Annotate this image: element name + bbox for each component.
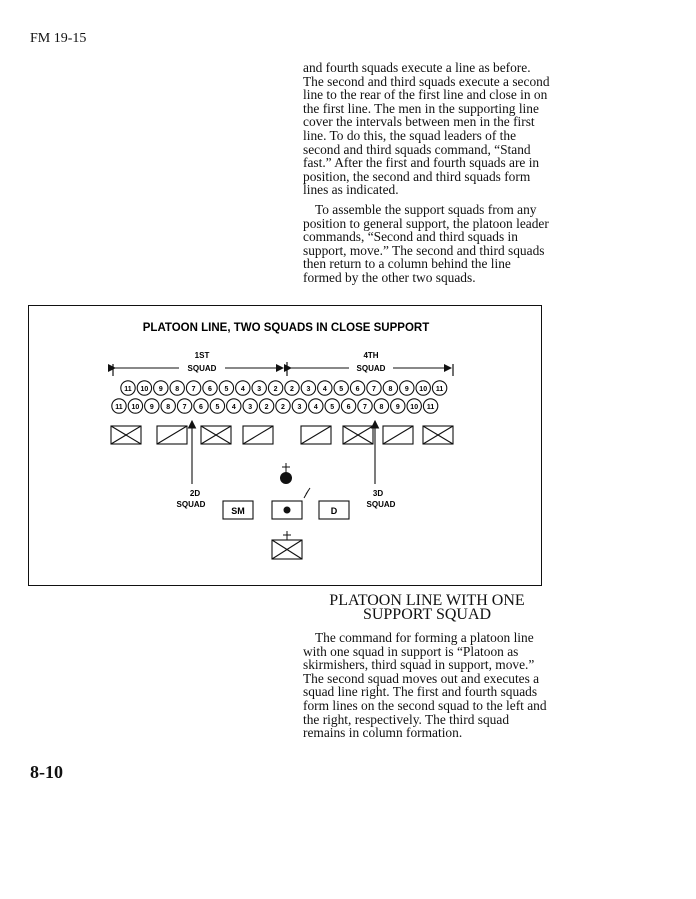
soldier-number: 9: [404, 385, 409, 393]
soldier-number: 5: [224, 385, 229, 393]
soldier-number: 3: [297, 403, 302, 411]
label-3d: 3D: [372, 489, 384, 498]
soldier-number: 2: [290, 385, 294, 393]
running-header: FM 19-15: [30, 31, 87, 46]
radio-icon: [304, 488, 310, 498]
label-4th-squad: SQUAD: [356, 364, 386, 373]
soldier-number: 4: [313, 403, 318, 411]
soldier-number: 5: [215, 403, 220, 411]
soldier-number: 3: [248, 403, 253, 411]
soldier-number: 4: [240, 385, 245, 393]
label-1st: 1ST: [194, 351, 210, 360]
text-block-bottom: [303, 631, 551, 740]
box-d: D: [330, 506, 338, 516]
soldier-number: 6: [355, 385, 360, 393]
soldier-number: 7: [182, 403, 187, 411]
soldier-number: 8: [166, 403, 171, 411]
soldier-number: 6: [208, 385, 212, 393]
soldier-number: 10: [419, 385, 428, 393]
text-block-middle: [303, 203, 551, 285]
soldier-number: 5: [330, 403, 335, 411]
text-block-top: [303, 61, 551, 197]
paragraph: and fourth squads execute a line as before. The second and third squads execute a second line to the rear of the first line and close in on the first line. The men in the supporting line cover the intervals between men in the first line. To do this, the squad leaders of the second and third squads command, “Stand fast.” After the first and fourth squads are in position, the second and third squads form lines as indicated.: [303, 60, 550, 198]
soldier-number: 4: [322, 385, 327, 393]
soldier-number: 4: [231, 403, 236, 411]
soldier-number: 11: [435, 385, 444, 393]
soldier-number: 6: [199, 403, 203, 411]
section-heading: [303, 594, 551, 622]
platoon-leader-symbol: [280, 463, 292, 484]
leader-boxes: [223, 488, 349, 519]
soldier-number: 10: [131, 403, 140, 411]
soldier-number: 7: [191, 385, 196, 393]
section-heading-line1: PLATOON LINE WITH ONE: [329, 592, 525, 609]
label-3d-squad: SQUAD: [366, 500, 396, 509]
soldier-number: 10: [410, 403, 419, 411]
label-4th: 4TH: [363, 351, 379, 360]
soldier-number: 11: [426, 403, 435, 411]
soldier-number: 8: [388, 385, 393, 393]
soldier-number: 9: [158, 385, 163, 393]
soldier-number: 8: [175, 385, 180, 393]
label-2d: 2D: [189, 489, 201, 498]
soldier-number: 2: [264, 403, 269, 411]
formation-diagram: [29, 306, 543, 587]
soldier-number: 11: [115, 403, 123, 411]
soldier-number: 9: [395, 403, 400, 411]
figure-title: PLATOON LINE, TWO SQUADS IN CLOSE SUPPORT: [142, 322, 430, 334]
soldier-number: 7: [363, 403, 367, 411]
soldier-number: 2: [273, 385, 278, 393]
box-sm: SM: [231, 506, 245, 516]
soldier-number: 9: [149, 403, 154, 411]
paragraph: To assemble the support squads from any position to general support, the platoon leader commands, “Second and third squads in support, move.” The second and third squads then return to a column behind the line formed by the other two squads.: [303, 202, 549, 285]
section-heading-line2: SUPPORT SQUAD: [362, 606, 492, 623]
soldier-number: 6: [346, 403, 351, 411]
soldier-number: 5: [339, 385, 344, 393]
soldier-number: 10: [140, 385, 149, 393]
soldier-number: 11: [124, 385, 132, 393]
paragraph: The command for forming a platoon line with one squad in support is “Platoon as skirmishers, third squad in support, move.” The second squad moves out and executes a squad line right. The first and fourth squads form lines on the second squad to the left and the right, respectively. The third squad remains in column formation.: [303, 630, 547, 741]
squad-boxes: [111, 426, 453, 444]
label-1st-squad: SQUAD: [187, 364, 217, 373]
soldier-rows: [112, 381, 447, 413]
soldier-number: 2: [281, 403, 285, 411]
figure-platoon-line: [28, 305, 542, 586]
page-number: 8-10: [30, 762, 63, 782]
soldier-number: 3: [306, 385, 311, 393]
label-2d-squad: SQUAD: [176, 500, 206, 509]
soldier-number: 7: [372, 385, 376, 393]
soldier-number: 8: [379, 403, 384, 411]
support-leader-symbol: [272, 531, 302, 559]
soldier-number: 3: [257, 385, 262, 393]
